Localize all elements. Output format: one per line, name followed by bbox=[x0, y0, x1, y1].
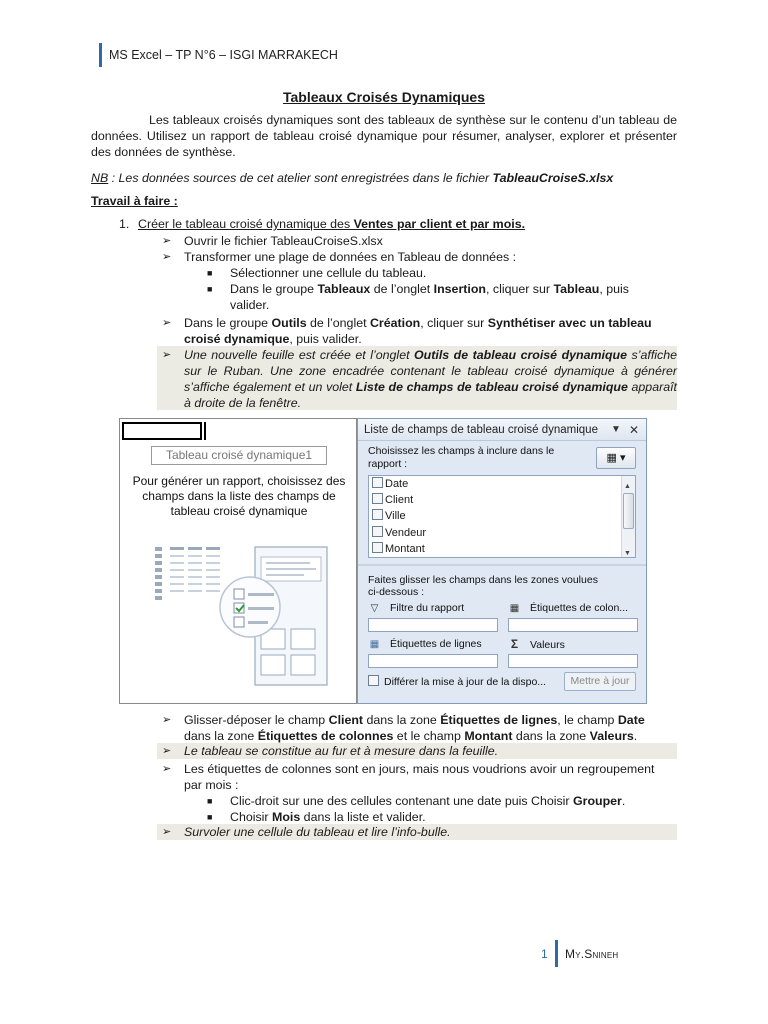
step-drag-drop: Glisser-déposer le champ Client dans la zone Étiquettes de lignes, le champ Date bbox=[184, 713, 645, 727]
step-1-text: Créer le tableau croisé dynamique des Ventes par client et par mois. bbox=[138, 217, 526, 231]
page-header: MS Excel – TP N°6 – ISGI MARRAKECH bbox=[99, 43, 338, 67]
layout-options-button[interactable] bbox=[596, 447, 636, 469]
arrow-bullet-icon: ➢ bbox=[162, 826, 172, 838]
arrow-bullet-icon: ➢ bbox=[162, 714, 172, 726]
square-bullet-icon: ■ bbox=[207, 796, 213, 806]
pane-title: Liste de champs de tableau croisé dynamique bbox=[364, 424, 598, 436]
step-choose-month: Choisir Mois dans la liste et valider. bbox=[230, 810, 426, 824]
close-icon[interactable]: ✕ bbox=[629, 423, 640, 437]
checkbox[interactable] bbox=[372, 477, 383, 488]
nb-text: : Les données sources de cet atelier sont enregistrées dans le fichier bbox=[108, 171, 493, 185]
page-number: 1 bbox=[541, 947, 548, 961]
step-insert-table-cont: valider. bbox=[230, 298, 270, 312]
step-drag-drop-cont: dans la zone Étiquettes de colonnes et le champ Montant dans la zone Valeurs. bbox=[184, 729, 638, 743]
field-item-client[interactable]: Client bbox=[372, 492, 413, 508]
arrow-bullet-icon: ➢ bbox=[162, 317, 172, 329]
zone-values-label: Σ Valeurs bbox=[508, 637, 565, 652]
intro-text: Les tableaux croisés dynamiques sont des tableaux de synthèse sur le contenu d’un tableau de données. Utilisez un rapport de tableau croisé dynamique pour résumer, analyser, explorer et présenter des données de synthèse. bbox=[91, 113, 677, 159]
footer-author: My.Snineh bbox=[565, 947, 619, 961]
step-insert-table: Dans le groupe Tableaux de l’onglet Insertion, cliquer sur Tableau, puis bbox=[230, 282, 629, 296]
pivot-name-box: Tableau croisé dynamique1 bbox=[151, 446, 327, 465]
footer-divider bbox=[555, 940, 558, 967]
square-bullet-icon: ■ bbox=[207, 284, 213, 294]
field-item-date[interactable]: Date bbox=[372, 476, 408, 492]
pane-separator bbox=[358, 564, 646, 566]
pivot-screenshot bbox=[119, 418, 647, 704]
scroll-thumb[interactable] bbox=[623, 493, 634, 529]
step-synthesize-cont: croisé dynamique, puis valider. bbox=[184, 332, 362, 346]
field-item-ville[interactable]: Ville bbox=[372, 508, 406, 524]
nb-label: NB bbox=[91, 171, 109, 185]
arrow-bullet-icon: ➢ bbox=[162, 763, 172, 775]
intro-paragraph bbox=[91, 112, 677, 160]
pane-dropdown-icon[interactable]: ▼ bbox=[611, 424, 621, 435]
field-list-box bbox=[368, 475, 636, 558]
checkbox[interactable] bbox=[372, 542, 383, 553]
arrow-bullet-icon: ➢ bbox=[162, 235, 172, 247]
zone-values-box[interactable] bbox=[508, 654, 638, 668]
filter-icon: ▽ bbox=[370, 603, 379, 614]
pivot-illustration-icon bbox=[150, 539, 340, 689]
step-group-months-cont: par mois : bbox=[184, 778, 239, 792]
layout-icon: ▦ ▾ bbox=[606, 452, 626, 464]
checkbox[interactable] bbox=[368, 675, 379, 686]
zone-filter-label: ▽ Filtre du rapport bbox=[368, 601, 464, 616]
zone-columns-label: ▦ Étiquettes de colon... bbox=[509, 602, 629, 614]
step-synthesize: Dans le groupe Outils de l’onglet Création, cliquer sur Synthétiser avec un tableau bbox=[184, 316, 652, 330]
update-button[interactable]: Mettre à jour bbox=[564, 672, 636, 691]
task-heading: Travail à faire : bbox=[91, 194, 178, 208]
zone-rows-box[interactable] bbox=[368, 654, 498, 668]
page-title: Tableaux Croisés Dynamiques bbox=[282, 89, 486, 105]
choose-fields-label: Choisissez les champs à inclure dans le rapport : bbox=[368, 445, 555, 470]
cell-border bbox=[204, 422, 206, 440]
step-right-click: Clic-droit sur une des cellules contenant une date puis Choisir Grouper. bbox=[230, 794, 626, 808]
square-bullet-icon: ■ bbox=[207, 812, 213, 822]
grid-columns-icon: ▦ bbox=[509, 603, 520, 614]
checkbox[interactable] bbox=[372, 526, 383, 537]
square-bullet-icon: ■ bbox=[207, 268, 213, 278]
field-list-scrollbar[interactable] bbox=[621, 476, 635, 557]
field-item-montant[interactable]: Montant bbox=[372, 541, 425, 557]
defer-update-option[interactable]: Différer la mise à jour de la dispo... bbox=[368, 675, 546, 689]
pivot-placeholder-area bbox=[119, 418, 357, 704]
field-item-vendeur[interactable]: Vendeur bbox=[372, 525, 426, 541]
selected-cell[interactable] bbox=[122, 422, 202, 440]
step-group-months: Les étiquettes de colonnes sont en jours, mais nous voudrions avoir un regroupement bbox=[184, 762, 655, 776]
arrow-bullet-icon: ➢ bbox=[162, 745, 172, 757]
sigma-icon: Σ bbox=[510, 637, 519, 651]
note-build-progressive: Le tableau se constitue au fur et à mesure dans la feuille. bbox=[184, 744, 499, 758]
field-list-pane bbox=[357, 418, 647, 704]
note-hover-tooltip: Survoler une cellule du tableau et lire l’info-bulle. bbox=[184, 825, 451, 839]
zone-filter-box[interactable] bbox=[368, 618, 498, 632]
drag-fields-label: Faites glisser les champs dans les zones voulues ci-dessous : bbox=[368, 574, 598, 598]
step-select-cell: Sélectionner une cellule du tableau. bbox=[230, 266, 427, 280]
step-number: 1. bbox=[119, 217, 130, 231]
nb-file: TableauCroiseS.xlsx bbox=[492, 171, 614, 185]
scroll-up-icon[interactable]: ▲ bbox=[624, 483, 631, 490]
arrow-bullet-icon: ➢ bbox=[162, 251, 172, 263]
zone-rows-label: ▦ Étiquettes de lignes bbox=[369, 638, 482, 650]
pane-title-bar bbox=[358, 419, 646, 441]
arrow-bullet-icon: ➢ bbox=[162, 349, 172, 361]
note-new-sheet: Une nouvelle feuille est créée et l’onglet Outils de tableau croisé dynamique s’affiche sur le Ruban. Une zone encadrée contenant le tableau croisé dynamique à générer s’affiche également et un volet Liste de champs de tableau croisé dynamique apparaît à droite de la fenêtre. bbox=[184, 348, 677, 410]
grid-rows-icon: ▦ bbox=[369, 639, 380, 650]
zone-columns-box[interactable] bbox=[508, 618, 638, 632]
checkbox[interactable] bbox=[372, 493, 383, 504]
pivot-instruction: Pour générer un rapport, choisissez des champs dans la liste des champs de tableau croisé dynamique bbox=[132, 474, 346, 518]
nb-note bbox=[91, 170, 613, 186]
scroll-down-icon[interactable]: ▼ bbox=[624, 550, 631, 557]
step-open-file: Ouvrir le fichier TableauCroiseS.xlsx bbox=[184, 234, 383, 248]
checkbox[interactable] bbox=[372, 509, 383, 520]
step-transform: Transformer une plage de données en Tableau de données : bbox=[184, 250, 517, 264]
